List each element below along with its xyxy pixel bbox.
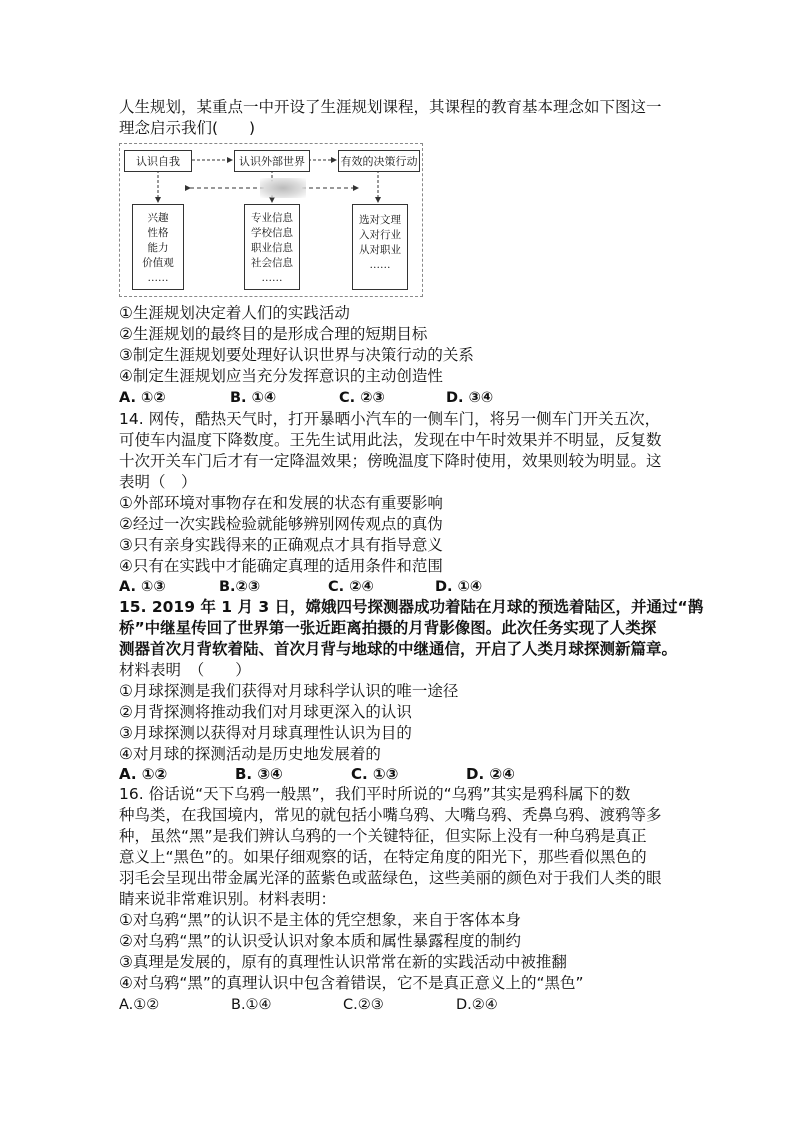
q15-item-3: ③月球探测以获得对月球真理性认识为目的 <box>119 724 412 742</box>
col1-item: …… <box>147 272 169 284</box>
option-a[interactable]: A. ①② <box>119 390 166 406</box>
q16-item-4: ④对乌鸦“黑”的真理认识中包含着错误，它不是真正意义上的“黑色” <box>119 974 584 992</box>
q13-item-1: ①生涯规划决定着人们的实践活动 <box>119 304 350 322</box>
col2-item: 社会信息 <box>251 257 293 269</box>
option-a[interactable]: A. ①② <box>119 765 168 783</box>
q15-stem-line: 测器首次月背软着陆、首次月背与地球的中继通信，开启了人类月球探测新篇章。 <box>119 640 678 658</box>
q13-intro-line-2: 理念启示我们( ) <box>119 119 256 137</box>
q16-stem-line: 睛来说非常难识别。材料表明： <box>119 890 337 908</box>
col2-item: …… <box>261 272 283 284</box>
q16-stem-line: 羽毛会呈现出带金属光泽的蓝紫色或蓝绿色，这些美丽的颜色对于我们人类的眼 <box>119 869 662 887</box>
q15-stem-line: 15. 2019 年 1 月 3 日，嫦娥四号探测器成功着陆在月球的预选着陆区，并通过“鹊 <box>119 598 704 616</box>
q14-stem-line: 可使车内温度下降数度。王先生试用此法，发现在中午时效果并不明显，反复数 <box>119 431 662 449</box>
col1-item: 兴趣 <box>147 212 169 224</box>
q14-item-1: ①外部环境对事物存在和发展的状态有重要影响 <box>119 494 443 512</box>
col1-item: 性格 <box>147 227 169 239</box>
q15-item-1: ①月球探测是我们获得对月球科学认识的唯一途径 <box>119 682 459 700</box>
option-c[interactable]: C. ①③ <box>351 765 399 783</box>
option-b[interactable]: B.①④ <box>231 997 272 1013</box>
col3-item: 选对文理 <box>359 214 401 226</box>
career-planning-diagram <box>119 143 423 297</box>
q16-item-2: ②对乌鸦“黑”的认识受认识对象本质和属性暴露程度的制约 <box>119 932 521 950</box>
option-a[interactable]: A. ①③ <box>119 579 166 595</box>
col3-item: 入对行业 <box>359 229 401 241</box>
q16-stem-line: 16. 俗话说“天下乌鸦一般黑”，我们平时所说的“乌鸦”其实是鸦科属下的数 <box>119 785 631 803</box>
option-d[interactable]: D. ①④ <box>435 579 483 595</box>
column-decision <box>352 204 408 290</box>
option-d[interactable]: D. ②④ <box>466 765 515 783</box>
option-c[interactable]: C. ②③ <box>339 390 385 406</box>
q15-stem-line: 材料表明 （ ） <box>119 661 251 679</box>
q15-item-2: ②月背探测将推动我们对月球更深入的认识 <box>119 703 412 721</box>
col1-item: 价值观 <box>142 257 174 269</box>
q13-item-4: ④制定生涯规划应当充分发挥意识的主动创造性 <box>119 367 443 385</box>
q16-stem-line: 种鸟类，在我国境内，常见的就包括小嘴乌鸦、大嘴乌鸦、秃鼻乌鸦、渡鸦等多 <box>119 806 662 824</box>
option-b[interactable]: B. ①④ <box>230 390 277 406</box>
column-self <box>132 204 184 290</box>
box-decision-action: 有效的决策行动 <box>338 150 420 172</box>
q16-stem-line: 意义上“黑色”的。如果仔细观察的话，在特定角度的阳光下，那些看似黑色的 <box>119 848 647 866</box>
option-c[interactable]: C. ②④ <box>328 579 374 595</box>
q14-item-4: ④只有在实践中才能确定真理的适用条件和范围 <box>119 557 443 575</box>
option-d[interactable]: D.②④ <box>456 997 498 1013</box>
q14-item-3: ③只有亲身实践得来的正确观点才具有指导意义 <box>119 536 443 554</box>
q16-item-1: ①对乌鸦“黑”的认识不是主体的凭空想象，来自于客体本身 <box>119 911 521 929</box>
q16-stem-line: 种，虽然“黑”是我们辨认乌鸦的一个关键特征，但实际上没有一种乌鸦是真正 <box>119 827 647 845</box>
option-a[interactable]: A.①② <box>119 997 160 1013</box>
q15-stem-line: 桥”中继星传回了世界第一张近距离拍摄的月背影像图。此次任务实现了人类探 <box>119 619 657 637</box>
q14-stem-line: 十次开关车门后才有一定降温效果；傍晚温度下降时使用，效果则较为明显。这 <box>119 452 662 470</box>
col2-item: 学校信息 <box>251 227 293 239</box>
q13-intro-line-1: 人生规划，某重点一中开设了生涯规划课程，其课程的教育基本理念如下图这一 <box>119 98 662 116</box>
option-d[interactable]: D. ③④ <box>446 390 494 406</box>
blurred-label <box>260 178 306 198</box>
q15-item-4: ④对月球的探测活动是历史地发展着的 <box>119 745 381 763</box>
col3-item: …… <box>369 259 391 271</box>
col1-item: 能力 <box>147 242 169 254</box>
col2-item: 职业信息 <box>251 242 293 254</box>
option-b[interactable]: B.②③ <box>219 579 261 595</box>
q16-item-3: ③真理是发展的，原有的真理性认识常常在新的实践活动中被推翻 <box>119 953 567 971</box>
q14-stem-line: 14. 网传，酷热天气时，打开暴晒小汽车的一侧车门，将另一侧车门开关五次， <box>119 410 661 428</box>
q14-item-2: ②经过一次实践检验就能够辨别网传观点的真伪 <box>119 515 443 533</box>
option-b[interactable]: B. ③④ <box>235 765 283 783</box>
col2-item: 专业信息 <box>251 212 293 224</box>
box-outside-world: 认识外部世界 <box>234 150 310 172</box>
q13-item-2: ②生涯规划的最终目的是形成合理的短期目标 <box>119 325 428 343</box>
q13-item-3: ③制定生涯规划要处理好认识世界与决策行动的关系 <box>119 346 474 364</box>
col3-item: 从对职业 <box>359 244 401 256</box>
option-c[interactable]: C.②③ <box>343 997 384 1013</box>
q14-stem-line: 表明（ ） <box>119 473 197 491</box>
box-self-awareness: 认识自我 <box>124 150 192 172</box>
column-world <box>244 204 300 290</box>
